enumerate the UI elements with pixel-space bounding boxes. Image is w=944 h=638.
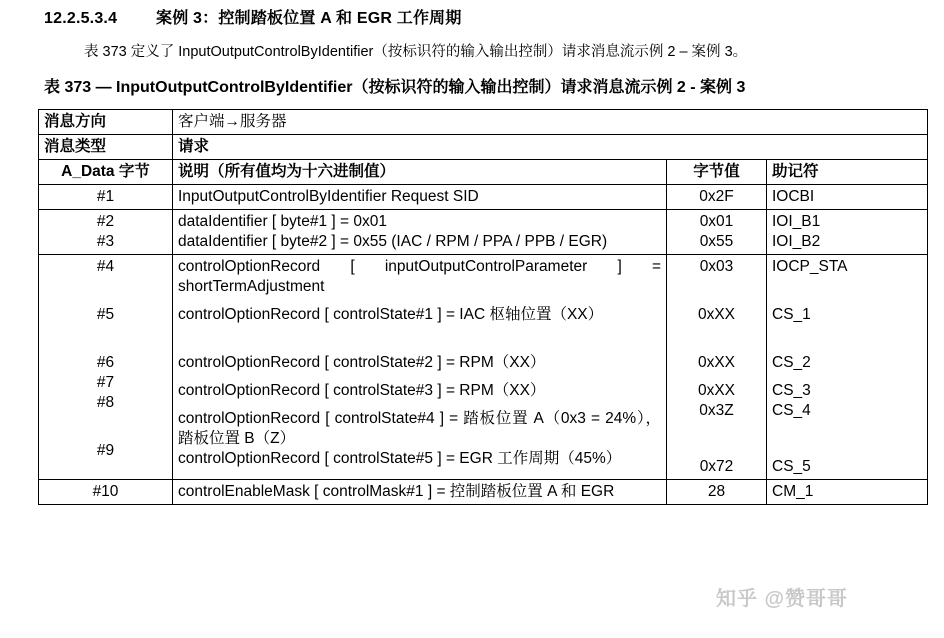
mnemonic-cell: CS_2	[772, 354, 811, 371]
direction-row	[39, 110, 928, 135]
section-heading	[44, 5, 462, 28]
value-cell: 0xXX	[697, 306, 736, 323]
mnemonic-cell: IOCBI	[767, 185, 928, 210]
table-row	[39, 185, 928, 210]
mnemonic-cell: CM_1	[767, 480, 928, 505]
byte-cell: #6	[96, 354, 115, 371]
byte-cell: #8	[96, 394, 115, 411]
description-cell: dataIdentifier [ byte#1 ] = 0x01	[178, 213, 387, 230]
description-cell: controlOptionRecord [ inputOutputControlParameter ] = shortTermAdjustment	[178, 258, 661, 295]
value-cell: 0x03	[699, 258, 734, 275]
value-cell: 28	[667, 480, 767, 505]
section-title: 案例 3：控制踏板位置 A 和 EGR 工作周期	[156, 10, 462, 27]
value-cell: 0x72	[699, 458, 734, 475]
type-row	[39, 135, 928, 160]
mnemonic-cell: CS_1	[772, 306, 811, 323]
header-mnemonic: 助记符	[767, 160, 928, 185]
description-cell: controlOptionRecord [ controlState#2 ] = RPM（XX）	[178, 354, 546, 371]
intro-paragraph: 表 373 定义了 InputOutputControlByIdentifier（按标识符的输入输出控制）请求消息流示例 2 – 案例 3。	[84, 44, 748, 60]
message-flow-table	[38, 109, 928, 505]
value-cell: 0xXX	[697, 382, 736, 399]
description-cell: InputOutputControlByIdentifier Request SID	[173, 185, 667, 210]
value-cell: 0x3Z	[699, 402, 734, 419]
direction-value: 客户端→服务器	[173, 110, 928, 135]
table-row-group-control	[39, 255, 928, 480]
value-cell: 0x55	[699, 233, 734, 250]
description-cell: dataIdentifier [ byte#2 ] = 0x55 (IAC / RPM / PPA / PPB / EGR)	[178, 233, 608, 250]
value-cell: 0xXX	[697, 354, 736, 371]
description-cell: controlOptionRecord [ controlState#3 ] = RPM（XX）	[178, 382, 546, 399]
byte-cell: #9	[96, 442, 115, 459]
byte-cell: #4	[96, 258, 115, 275]
byte-cell: #3	[96, 233, 115, 250]
mnemonic-cell: IOI_B1	[772, 213, 821, 230]
byte-cell: #2	[96, 213, 115, 230]
header-row	[39, 160, 928, 185]
header-value: 字节值	[667, 160, 767, 185]
header-byte: A_Data 字节	[39, 160, 173, 185]
value-cell: 0x01	[699, 213, 734, 230]
watermark: 知乎 @赞哥哥	[716, 588, 849, 610]
description-cell: controlOptionRecord [ controlState#4 ] = 踏板位置 A（0x3 = 24%），踏板位置 B（Z）	[178, 410, 661, 447]
section-number: 12.2.5.3.4	[44, 10, 118, 27]
table-row	[39, 480, 928, 505]
mnemonic-cell: CS_4	[772, 402, 811, 419]
byte-cell: #1	[39, 185, 173, 210]
byte-cell: #5	[96, 306, 115, 323]
byte-cell: #7	[96, 374, 115, 391]
direction-label: 消息方向	[39, 110, 173, 135]
table-row-group-did	[39, 210, 928, 255]
description-cell: controlOptionRecord [ controlState#1 ] = IAC 枢轴位置（XX）	[178, 306, 604, 323]
type-label: 消息类型	[39, 135, 173, 160]
mnemonic-cell: IOI_B2	[772, 233, 821, 250]
mnemonic-cell: IOCP_STA	[772, 258, 848, 275]
type-value: 请求	[173, 135, 928, 160]
byte-cell: #10	[39, 480, 173, 505]
description-cell: controlEnableMask [ controlMask#1 ] = 控制踏板位置 A 和 EGR	[173, 480, 667, 505]
table-caption: 表 373 — InputOutputControlByIdentifier（按标识符的输入输出控制）请求消息流示例 2 - 案例 3	[44, 79, 746, 96]
mnemonic-cell: CS_5	[772, 458, 811, 475]
header-description: 说明（所有值均为十六进制值）	[173, 160, 667, 185]
description-cell: controlOptionRecord [ controlState#5 ] = EGR 工作周期（45%）	[178, 450, 622, 467]
mnemonic-cell: CS_3	[772, 382, 811, 399]
value-cell: 0x2F	[667, 185, 767, 210]
